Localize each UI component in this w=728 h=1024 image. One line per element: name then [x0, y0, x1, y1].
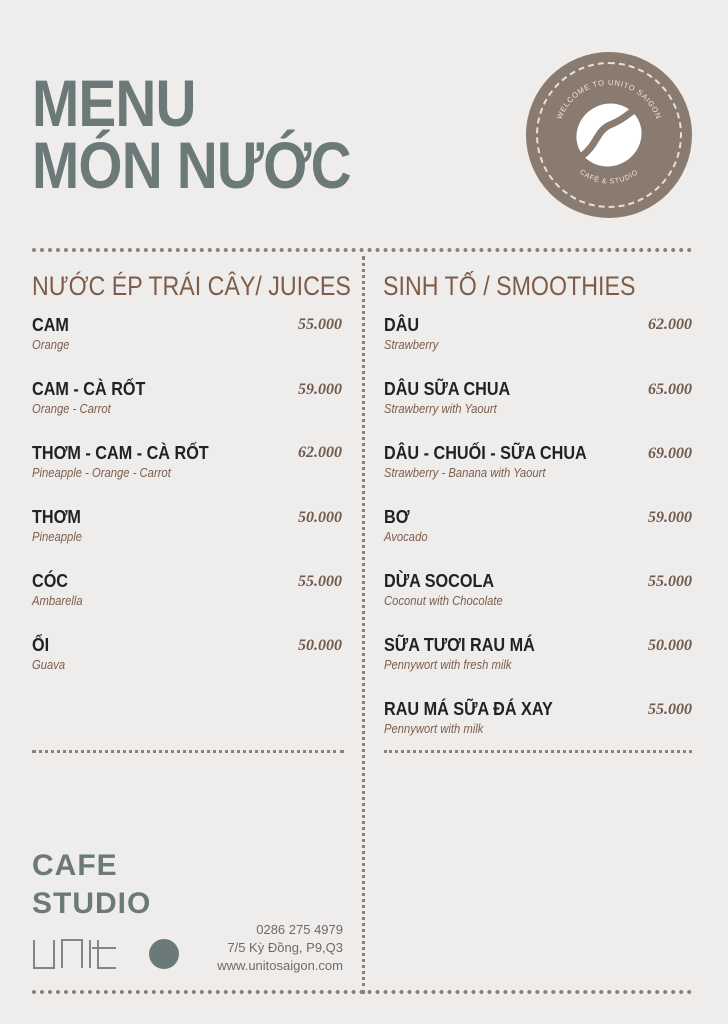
item-name: DÂU SỮA CHUA — [384, 379, 511, 399]
item-name: DÂU - CHUỐI - SỮA CHUA — [384, 443, 587, 463]
smoothies-section-title: SINH TỐ / SMOOTHIES — [383, 271, 636, 301]
unito-wordmark — [32, 936, 182, 972]
list-item — [384, 379, 524, 417]
item-english-name: Ambarella — [32, 594, 83, 608]
item-english-name: Pennywort with milk — [384, 722, 484, 736]
contact-website[interactable]: www.unitosaigon.com — [217, 958, 343, 973]
list-item — [384, 699, 572, 737]
item-price: 55.000 — [648, 573, 692, 590]
item-price: 59.000 — [298, 381, 342, 398]
item-english-name: Coconut with Chocolate — [384, 594, 503, 608]
item-english-name: Strawberry — [384, 338, 439, 352]
item-price: 50.000 — [298, 637, 342, 654]
list-item — [384, 571, 516, 609]
item-price: 55.000 — [648, 701, 692, 718]
item-english-name: Strawberry with Yaourt — [384, 402, 497, 416]
logo-ring-text-bottom: CAFÉ & STUDIO — [578, 168, 640, 186]
item-price: 62.000 — [298, 444, 342, 461]
item-english-name: Strawberry - Banana with Yaourt — [384, 466, 546, 480]
item-english-name: Orange — [32, 338, 70, 352]
list-item — [32, 315, 74, 353]
item-name: DÂU — [384, 315, 420, 335]
list-item — [384, 635, 552, 673]
item-price: 62.000 — [648, 316, 692, 333]
list-item — [384, 443, 609, 481]
item-english-name: Avocado — [384, 530, 428, 544]
item-name: CAM — [32, 315, 69, 335]
list-item — [32, 635, 69, 673]
item-price: 55.000 — [298, 316, 342, 333]
item-name: ỔI — [32, 635, 50, 655]
menu-title: MENU — [32, 66, 196, 140]
smoothies-bottom-divider — [384, 750, 692, 753]
top-divider — [32, 248, 692, 252]
list-item — [384, 507, 432, 545]
list-item — [32, 379, 158, 417]
coffee-bean-icon — [526, 52, 692, 218]
item-price: 55.000 — [298, 573, 342, 590]
contact-address: 7/5 Kỳ Đồng, P9,Q3 — [227, 940, 343, 955]
contact-phone: 0286 275 4979 — [256, 922, 343, 937]
bottom-divider — [32, 990, 692, 994]
item-english-name: Pineapple - Orange - Carrot — [32, 466, 171, 480]
item-price: 50.000 — [298, 509, 342, 526]
item-english-name: Pineapple — [32, 530, 83, 544]
item-name: THƠM - CAM - CÀ RỐT — [32, 443, 209, 463]
cafe-logo — [526, 52, 692, 218]
list-item — [32, 507, 88, 545]
item-name: CAM - CÀ RỐT — [32, 379, 146, 399]
logo-ring-text-top: WELCOME TO UNITO SAIGON — [554, 77, 664, 121]
juices-section-title: NƯỚC ÉP TRÁI CÂY/ JUICES — [32, 271, 351, 301]
brand-studio-text: STUDIO — [32, 887, 152, 920]
item-price: 59.000 — [648, 509, 692, 526]
item-name: THƠM — [32, 507, 81, 527]
list-item — [32, 443, 228, 481]
item-name: RAU MÁ SỮA ĐÁ XAY — [384, 699, 553, 719]
item-price: 50.000 — [648, 637, 692, 654]
item-name: SỮA TƯƠI RAU MÁ — [384, 635, 535, 655]
column-divider — [362, 256, 365, 994]
item-english-name: Pennywort with fresh milk — [384, 658, 512, 672]
item-english-name: Orange - Carrot — [32, 402, 111, 416]
item-name: CÓC — [32, 571, 68, 591]
item-price: 65.000 — [648, 381, 692, 398]
item-price: 69.000 — [648, 445, 692, 462]
list-item — [384, 315, 444, 353]
juices-bottom-divider — [32, 750, 344, 753]
list-item — [32, 571, 88, 609]
item-name: DỪA SOCOLA — [384, 571, 495, 591]
menu-subtitle: MÓN NƯỚC — [32, 128, 351, 202]
brand-cafe-text: CAFE — [32, 849, 118, 882]
item-name: BƠ — [384, 507, 410, 527]
item-english-name: Guava — [32, 658, 66, 672]
